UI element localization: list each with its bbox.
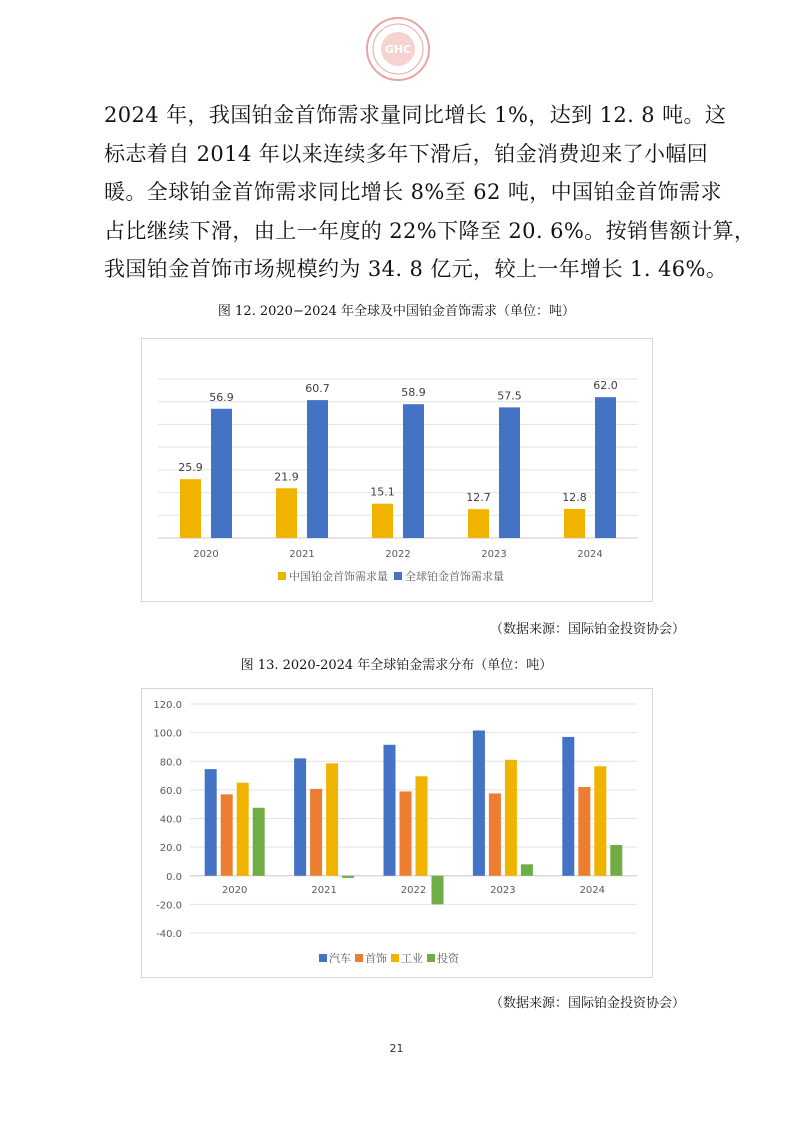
- legend-swatch: [427, 954, 435, 962]
- logo-text: GHC: [384, 43, 412, 56]
- x-tick-label: 2023: [481, 549, 507, 560]
- figure-12-title: 图 12. 2020−2024 年全球及中国铂金首饰需求（单位：吨）: [217, 304, 576, 319]
- y-tick-label: 80.0: [159, 757, 182, 769]
- chart-12-svg: [142, 339, 652, 601]
- data-label: 57.5: [497, 389, 522, 403]
- bar: [205, 769, 217, 876]
- bar: [432, 876, 444, 905]
- bar: [473, 730, 485, 875]
- x-tick-label: 2023: [490, 884, 516, 896]
- data-label: 12.8: [562, 490, 587, 504]
- bar: [595, 397, 616, 538]
- bar: [253, 808, 265, 876]
- data-label: 56.9: [209, 390, 234, 404]
- paragraph-line: 我国铂金首饰市场规模约为 34. 8 亿元，较上一年增长 1. 46%。: [104, 257, 728, 282]
- y-tick-label: -40.0: [156, 929, 182, 940]
- legend-label: 首饰: [365, 952, 387, 965]
- bar: [578, 787, 590, 876]
- bar: [294, 758, 306, 875]
- body-paragraph: [104, 96, 756, 289]
- figure-12-chart: [141, 338, 653, 602]
- bar: [468, 509, 489, 538]
- y-tick-label: 100.0: [153, 728, 182, 740]
- bar: [594, 766, 606, 875]
- x-tick-label: 2021: [289, 549, 315, 560]
- bar: [310, 789, 322, 876]
- bar: [499, 407, 520, 538]
- legend-swatch: [394, 572, 402, 580]
- data-label: 62.0: [593, 379, 618, 393]
- x-tick-label: 2022: [385, 549, 411, 560]
- data-label: 21.9: [274, 470, 299, 484]
- legend-label: 中国铂金首饰需求量: [289, 570, 388, 583]
- bar: [221, 794, 233, 875]
- figure-12-source: （数据来源：国际铂金投资协会）: [489, 622, 685, 637]
- chart-13-svg: [142, 689, 652, 977]
- bar: [562, 737, 574, 876]
- bar: [372, 504, 393, 538]
- data-label: 15.1: [370, 485, 395, 499]
- figure-13-source: （数据来源：国际铂金投资协会）: [489, 996, 685, 1011]
- bar: [610, 845, 622, 876]
- bar: [384, 745, 396, 876]
- figure-13-title: 图 13. 2020-2024 年全球铂金需求分布（单位：吨）: [240, 658, 553, 673]
- y-tick-label: 0.0: [166, 871, 182, 883]
- paragraph-line: 暖。全球铂金首饰需求同比增长 8%至 62 吨，中国铂金首饰需求: [104, 180, 722, 205]
- page-number: 21: [389, 1042, 404, 1055]
- paragraph-line: 2024 年，我国铂金首饰需求量同比增长 1%，达到 12. 8 吨。这: [104, 103, 727, 127]
- bar: [180, 479, 201, 538]
- legend-label: 汽车: [329, 952, 351, 965]
- legend-swatch: [319, 954, 327, 962]
- y-tick-label: 60.0: [159, 785, 182, 797]
- y-tick-label: 40.0: [159, 814, 182, 826]
- bar: [211, 409, 232, 538]
- bar: [307, 400, 328, 538]
- x-tick-label: 2020: [221, 884, 248, 896]
- bar: [400, 791, 412, 875]
- x-tick-label: 2024: [579, 884, 606, 896]
- bar: [521, 864, 533, 875]
- bar: [489, 793, 501, 875]
- bar: [237, 783, 249, 876]
- data-label: 12.7: [466, 491, 491, 505]
- legend-swatch: [355, 954, 363, 962]
- y-tick-label: 20.0: [159, 843, 182, 855]
- y-tick-label: -20.0: [156, 900, 182, 912]
- data-label: 58.9: [401, 386, 426, 400]
- legend-label: 工业: [401, 952, 423, 965]
- data-label: 25.9: [178, 461, 203, 475]
- bar: [416, 776, 428, 875]
- x-tick-label: 2020: [193, 549, 219, 560]
- legend-swatch: [278, 572, 286, 580]
- x-tick-label: 2021: [311, 884, 337, 896]
- figure-13-chart: [141, 688, 653, 978]
- bar: [326, 763, 338, 875]
- ghc-logo: [365, 16, 431, 82]
- data-label: 60.7: [305, 382, 330, 396]
- bar: [505, 760, 517, 876]
- paragraph-line: 标志着自 2014 年以来连续多年下滑后，铂金消费迎来了小幅回: [104, 141, 709, 166]
- legend-label: 全球铂金首饰需求量: [405, 570, 504, 583]
- bar: [342, 876, 354, 878]
- x-tick-label: 2024: [577, 549, 603, 560]
- bar: [276, 488, 297, 538]
- paragraph-line: 占比继续下滑，由上一年度的 22%下降至 20. 6%。按销售额计算，: [104, 218, 756, 243]
- bar: [564, 509, 585, 538]
- legend-swatch: [391, 954, 399, 962]
- x-tick-label: 2022: [400, 884, 427, 896]
- bar: [403, 404, 424, 538]
- y-tick-label: 120.0: [153, 700, 182, 711]
- legend-label: 投资: [437, 952, 459, 965]
